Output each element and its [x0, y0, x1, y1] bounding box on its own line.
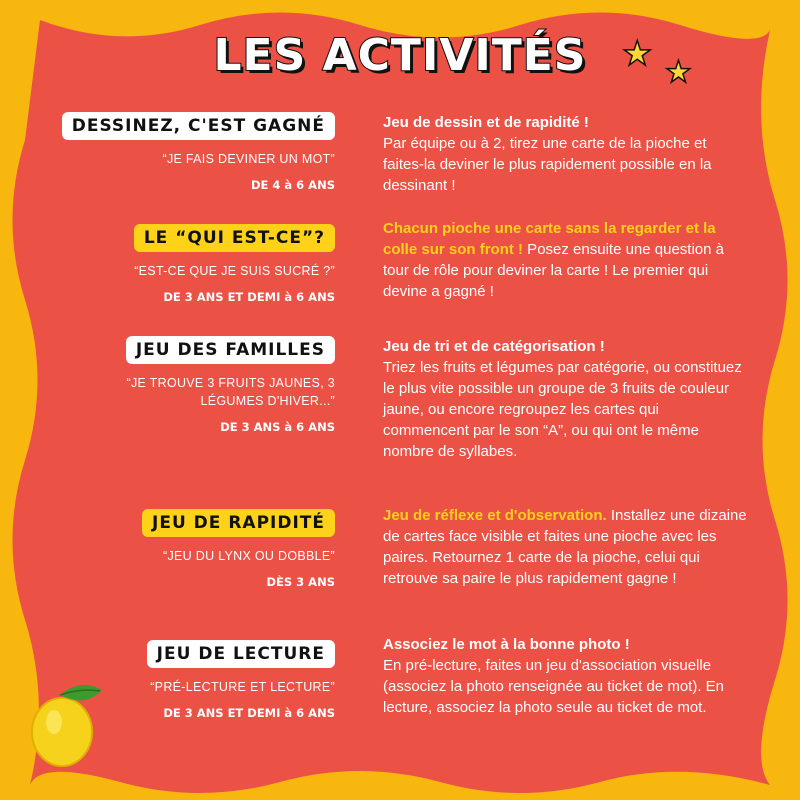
activity-age: DÈS 3 ANS	[266, 575, 335, 589]
activity-title: LE “QUI EST-CE”?	[134, 224, 335, 252]
activity-lead: Chacun pioche une carte sans la regarder et la colle sur son front !	[383, 220, 716, 258]
activity-quote: “JE TROUVE 3 FRUITS JAUNES, 3 LÉGUMES D'HIVER...”	[126, 376, 335, 408]
activity-quote: “JE FAIS DEVINER UN MOT”	[162, 152, 335, 166]
star-icon: ★	[622, 35, 653, 73]
activity-age: DE 3 ANS ET DEMI à 6 ANS	[163, 290, 335, 304]
activity-age: DE 3 ANS à 6 ANS	[220, 420, 335, 434]
activity-lead: Associez le mot à la bonne photo !	[383, 636, 630, 653]
activity-title: JEU DE LECTURE	[147, 640, 335, 668]
star-icon: ★	[665, 56, 692, 89]
activity-description: Posez ensuite une question à tour de rôle pour deviner la carte ! Le premier qui devine a gagné !	[383, 241, 724, 300]
activity-lead: Jeu de réflexe et d'observation.	[383, 507, 607, 524]
activity-lead: Jeu de tri et de catégorisation !	[383, 338, 605, 355]
activity-title: JEU DES FAMILLES	[126, 336, 335, 364]
activity-age: DE 3 ANS ET DEMI à 6 ANS	[163, 706, 335, 720]
activity-title: DESSINEZ, C'EST GAGNÉ	[62, 112, 335, 140]
activity-age: DE 4 à 6 ANS	[251, 178, 335, 192]
activity-quote: “EST-CE QUE JE SUIS SUCRÉ ?”	[134, 264, 335, 278]
activity-description: En pré-lecture, faites un jeu d'association visuelle (associez la photo renseignée au ticket de mot). En lecture, associez la photo seule au ticket de mot.	[383, 657, 725, 716]
activity-quote: “PRÉ-LECTURE ET LECTURE”	[150, 680, 335, 694]
page-title: LES ACTIVITÉS	[213, 30, 587, 81]
activity-title: JEU DE RAPIDITÉ	[142, 509, 335, 537]
activity-description: Par équipe ou à 2, tirez une carte de la pioche et faites-la deviner le plus rapidement possible en la dessinant !	[383, 135, 712, 194]
activity-lead: Jeu de dessin et de rapidité !	[383, 114, 589, 131]
lemon-illustration	[30, 680, 110, 770]
activity-description: Installez une dizaine de cartes face visible et faites une pioche avec les paires. Retournez 1 carte de la pioche, celui qui retrouve sa paire le plus rapidement gagne !	[383, 507, 747, 587]
activity-description: Triez les fruits et légumes par catégorie, ou constituez le plus vite possible un groupe de 3 fruits de couleur jaune, ou encore regroupez les cartes qui commencent par le son “A”, ou qui ont le même nombre de syllabes.	[383, 359, 742, 460]
activity-quote: “JEU DU LYNX OU DOBBLE”	[163, 549, 335, 563]
